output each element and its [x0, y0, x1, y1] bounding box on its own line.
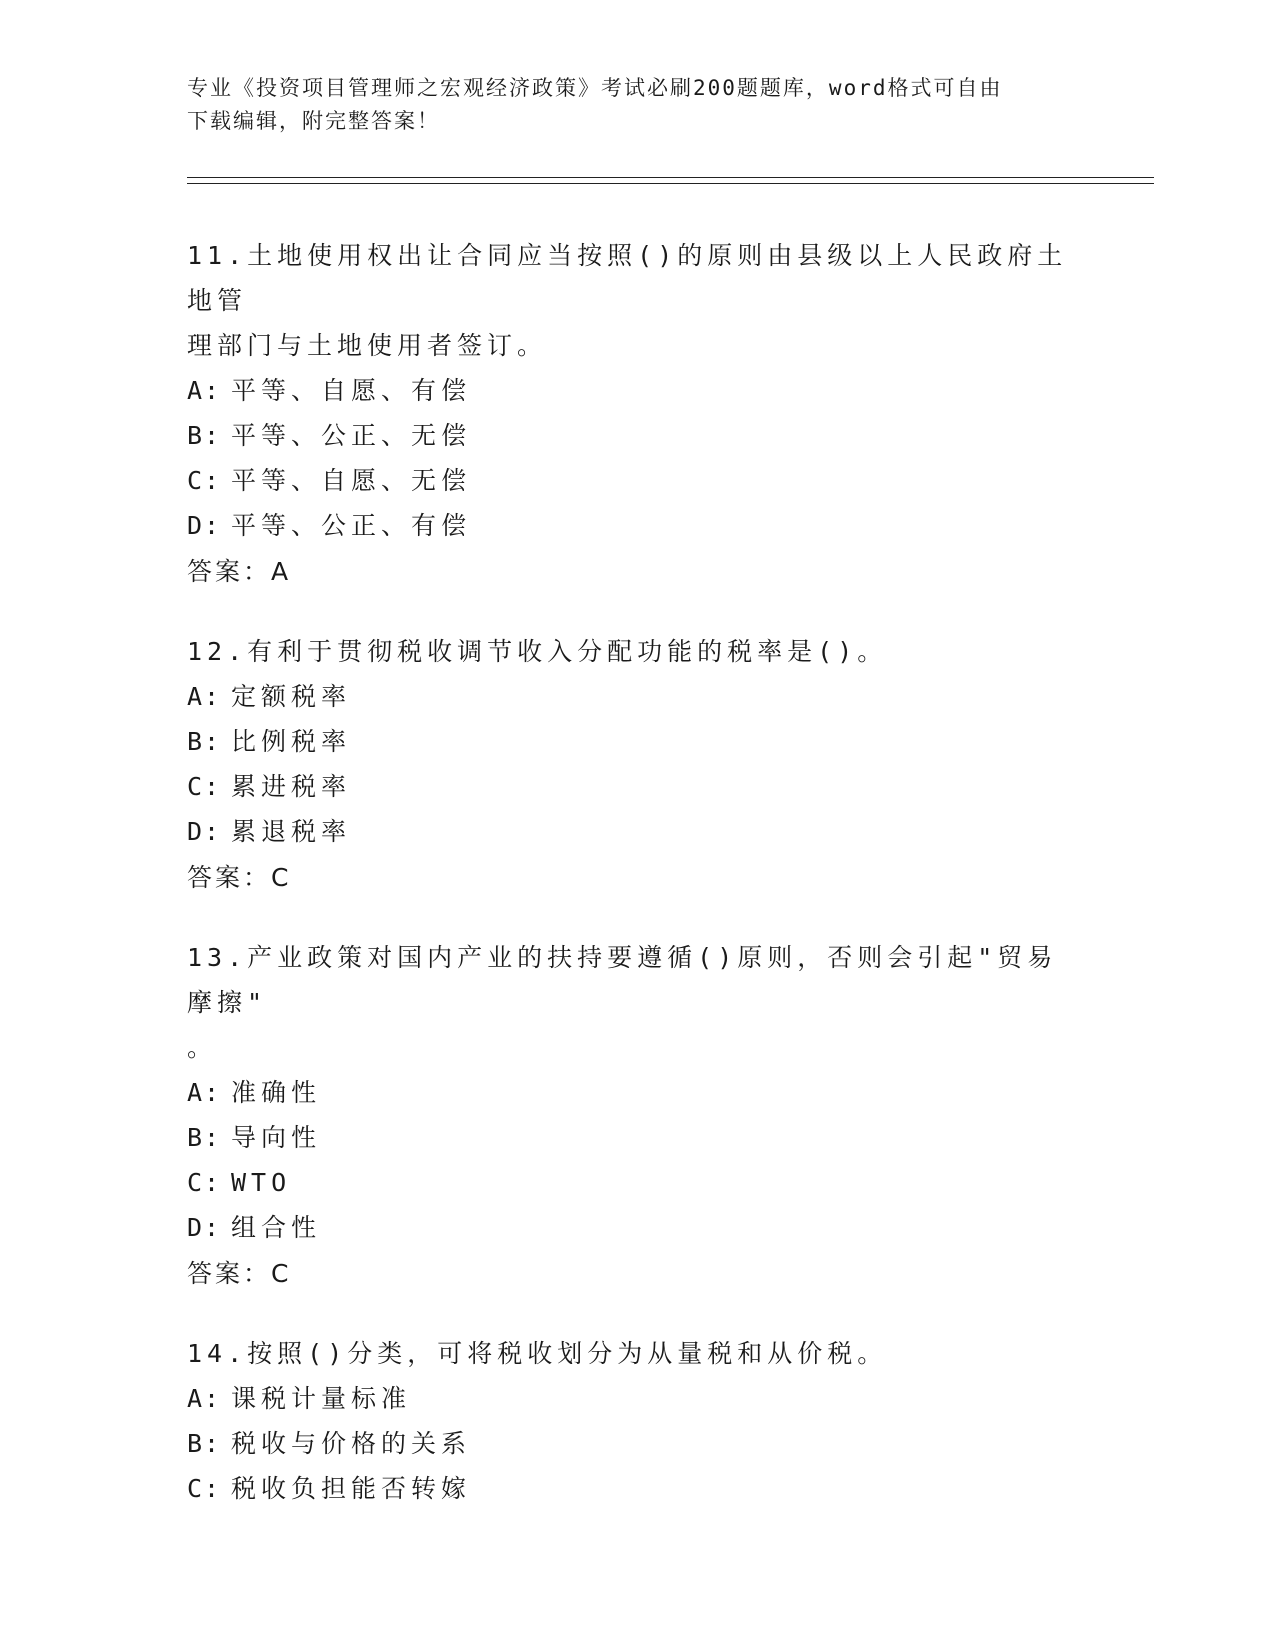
option-text: 导向性 [231, 1123, 322, 1152]
question-11 [187, 233, 1087, 595]
option-text: 课税计量标准 [231, 1384, 412, 1413]
question-stem: 13.产业政策对国内产业的扶持要遵循()原则，否则会引起"贸易摩擦" [187, 943, 1058, 1017]
option-text: 平等、公正、无偿 [231, 421, 472, 450]
option-d [187, 809, 1087, 854]
option-text: 累进税率 [231, 772, 352, 801]
option-a [187, 674, 1087, 719]
option-letter: C: [187, 1168, 222, 1197]
option-text: 平等、自愿、有偿 [231, 376, 472, 405]
option-letter: A: [187, 1384, 222, 1413]
question-stem-continued: 理部门与土地使用者签订。 [187, 331, 548, 360]
option-text: 累退税率 [231, 817, 352, 846]
question-13 [187, 935, 1087, 1297]
answer-line: 答案：C [187, 1259, 292, 1288]
option-letter: B: [187, 1123, 222, 1152]
question-stem: 11.土地使用权出让合同应当按照()的原则由县级以上人民政府土地管 [187, 241, 1068, 315]
option-c [187, 458, 1087, 503]
option-b [187, 719, 1087, 764]
option-letter: C: [187, 466, 222, 495]
question-stem: 12.有利于贯彻税收调节收入分配功能的税率是()。 [187, 637, 888, 666]
option-a [187, 1376, 1087, 1421]
option-a [187, 368, 1087, 413]
option-c [187, 1466, 1087, 1511]
header-divider-bottom [187, 183, 1154, 184]
option-b [187, 1421, 1087, 1466]
option-b [187, 1115, 1087, 1160]
option-letter: D: [187, 817, 222, 846]
header-line-1: 专业《投资项目管理师之宏观经济政策》考试必刷200题题库，word格式可自由 [187, 76, 1003, 100]
option-text: 税收与价格的关系 [231, 1429, 472, 1458]
option-b [187, 413, 1087, 458]
option-letter: B: [187, 727, 222, 756]
option-letter: A: [187, 1078, 222, 1107]
question-list [187, 233, 1087, 1545]
option-d [187, 1205, 1087, 1250]
option-letter: C: [187, 1474, 222, 1503]
question-stem: 14.按照()分类，可将税收划分为从量税和从价税。 [187, 1339, 888, 1368]
option-c [187, 1160, 1087, 1205]
answer-line: 答案：A [187, 557, 292, 586]
option-letter: D: [187, 1213, 222, 1242]
option-text: 组合性 [231, 1213, 322, 1242]
question-14 [187, 1331, 1087, 1511]
answer-line: 答案：C [187, 863, 292, 892]
option-text: 平等、自愿、无偿 [231, 466, 472, 495]
option-c [187, 764, 1087, 809]
header-line-2: 下载编辑，附完整答案！ [187, 109, 440, 133]
option-d [187, 503, 1087, 548]
option-letter: A: [187, 376, 222, 405]
option-text: 定额税率 [231, 682, 352, 711]
option-letter: A: [187, 682, 222, 711]
document-header [187, 72, 1087, 138]
header-divider-top [187, 177, 1154, 178]
option-text: 准确性 [231, 1078, 322, 1107]
option-text: 比例税率 [231, 727, 352, 756]
option-text: 税收负担能否转嫁 [231, 1474, 472, 1503]
option-letter: B: [187, 421, 222, 450]
option-text: 平等、公正、有偿 [231, 511, 472, 540]
option-letter: D: [187, 511, 222, 540]
option-letter: C: [187, 772, 222, 801]
question-stem-continued: 。 [187, 1033, 218, 1062]
question-12 [187, 629, 1087, 901]
option-letter: B: [187, 1429, 222, 1458]
option-text: WTO [231, 1168, 292, 1197]
option-a [187, 1070, 1087, 1115]
